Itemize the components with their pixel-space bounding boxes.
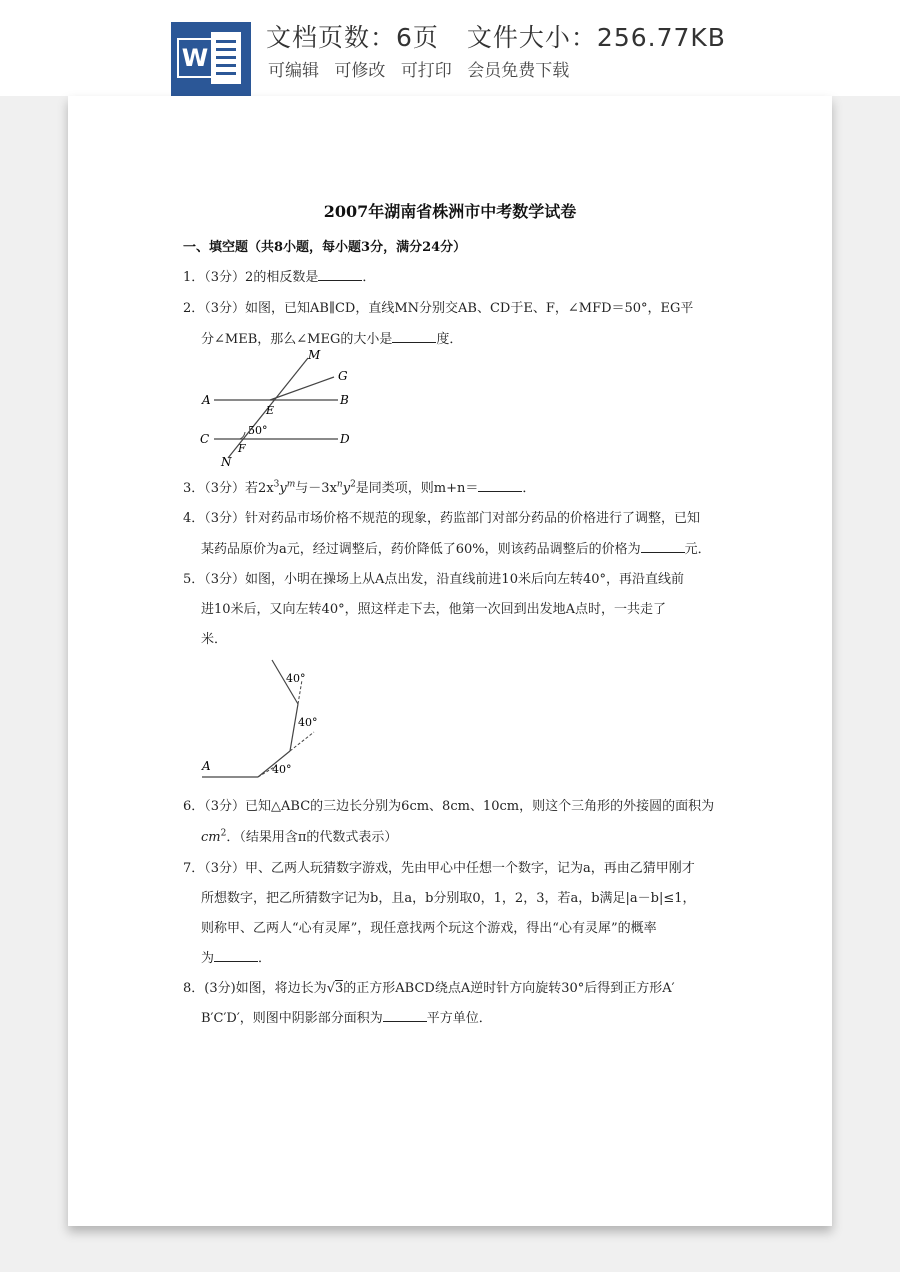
question-8-line-1 (183, 977, 675, 996)
feature-modifiable: 可修改 (334, 61, 386, 81)
q8-text: 的正方形ABCD绕点A逆时针方向旋转30°后得到正方形A′ (343, 981, 675, 996)
question-4-line-1: 4．（3分）针对药品市场价格不规范的现象，药监部门对部分药品的价格进行了调整，已知 (183, 511, 701, 526)
q8-suffix: 平方单位． (426, 1011, 492, 1026)
label-m: M (308, 348, 321, 362)
q3-suffix: ． (522, 481, 536, 496)
sqrt-radicand: 3 (334, 981, 344, 996)
q8-text: 8．(3分)如图，将边长为 (183, 981, 327, 996)
page-count: 文档页数：6页 (266, 23, 439, 52)
q4-text: 某药品原价为a元，经过调整后，药价降低了60%，则该药品调整后的价格为 (201, 542, 641, 557)
q3-part: 是同类项，则m+n＝ (355, 481, 479, 496)
question-2-line-1: 2．（3分）如图，已知AB∥CD，直线MN分别交AB、CD于E、F，∠MFD＝50°，EG平 (183, 301, 694, 316)
question-6-line-1: 6．（3分）已知△ABC的三边长分别为6cm、8cm、10cm，则这个三角形的外接圆的面积为 (183, 799, 715, 814)
q4-suffix: 元． (684, 542, 711, 557)
feature-printable: 可打印 (400, 61, 452, 81)
q3-part: 与－3x (295, 481, 337, 496)
q8-text: B′C′D′，则图中阴影部分面积为 (201, 1011, 383, 1026)
extension-line (290, 732, 314, 751)
label-n: N (221, 455, 232, 469)
label-angle-50: 50° (248, 424, 268, 437)
feature-member-download: 会员免费下载 (467, 61, 570, 81)
label-f: F (238, 442, 246, 455)
question-6-line-2 (201, 826, 397, 845)
ray-eg (270, 377, 334, 400)
answer-blank (641, 540, 685, 553)
label-c: C (200, 432, 210, 446)
q3-part: 2 (350, 479, 356, 490)
q3-part: y (279, 481, 287, 496)
question-7-line-3: 则称甲、乙两人“心有灵犀”，现任意找两个玩这个游戏，得出“心有灵犀”的概率 (201, 921, 657, 936)
q6-unit: cm (201, 830, 221, 845)
q3-part: 3．（3分）若2x (183, 481, 274, 496)
answer-blank (318, 268, 362, 281)
word-letter: W (177, 38, 213, 78)
figure-parallel-lines (200, 348, 360, 470)
label-angle-1: 40° (286, 672, 306, 685)
document-page (68, 96, 832, 1226)
download-banner (0, 0, 900, 96)
feature-editable: 可编辑 (268, 61, 319, 81)
sqrt-symbol: √ (326, 981, 335, 996)
label-g: G (338, 369, 348, 383)
q3-part: 3 (273, 479, 280, 490)
label-e: E (266, 404, 275, 417)
file-size: 文件大小：256.77KB (466, 23, 726, 52)
q7-text: 为 (201, 951, 215, 966)
word-icon (171, 22, 251, 96)
answer-blank (383, 1009, 427, 1022)
question-7-line-2: 所想数字，把乙所猜数字记为b，且a，b分别取0，1，2，3，若a，b满足|a－b|≤1， (201, 891, 696, 906)
q3-part: n (336, 479, 343, 490)
q6-text: ．（结果用含π的代数式表示） (226, 830, 398, 845)
label-b: B (340, 393, 349, 407)
question-4-line-2 (201, 538, 711, 557)
feature-list (268, 56, 579, 81)
answer-blank (214, 949, 258, 962)
question-2-line-2 (201, 328, 462, 347)
question-8-line-2 (201, 1007, 492, 1026)
q6-exponent: 2 (220, 828, 227, 839)
q2-text: 分∠MEB，那么∠MEG的大小是 (201, 332, 393, 347)
question-5-line-1: 5．（3分）如图，小明在操场上从A点出发，沿直线前进10米后向左转40°，再沿直线前 (183, 572, 685, 587)
label-angle-3: 40° (272, 763, 292, 776)
question-7-line-1: 7．（3分）甲、乙两人玩猜数字游戏，先由甲心中任想一个数字，记为a，再由乙猜甲刚才 (183, 861, 695, 876)
q1-text: 1．（3分）2的相反数是 (183, 270, 319, 285)
banner-title (266, 18, 726, 54)
question-7-line-4 (201, 947, 271, 966)
label-d: D (340, 432, 350, 446)
answer-blank (478, 479, 522, 492)
question-5-line-2: 进10米后，又向左转40°，照这样走下去，他第一次回到出发地A点时，一共走了 (201, 602, 666, 617)
document-title: 2007年湖南省株洲市中考数学试卷 (323, 202, 577, 221)
document-sheet-icon (211, 32, 241, 84)
path-segment (290, 704, 298, 751)
q7-suffix: ． (258, 951, 272, 966)
q2-suffix: 度． (436, 332, 463, 347)
question-1 (183, 266, 375, 285)
label-a: A (202, 393, 211, 407)
label-angle-2: 40° (298, 716, 318, 729)
section-heading: 一、填空题（共8小题，每小题3分，满分24分） (183, 240, 467, 255)
label-a: A (202, 759, 211, 773)
q3-part: m (286, 479, 296, 490)
question-3 (183, 477, 535, 496)
q3-part: y (342, 481, 351, 496)
answer-blank (392, 330, 436, 343)
q1-suffix: ． (362, 270, 376, 285)
question-5-line-3: 米． (201, 632, 228, 647)
figure-walking-path (198, 656, 338, 782)
